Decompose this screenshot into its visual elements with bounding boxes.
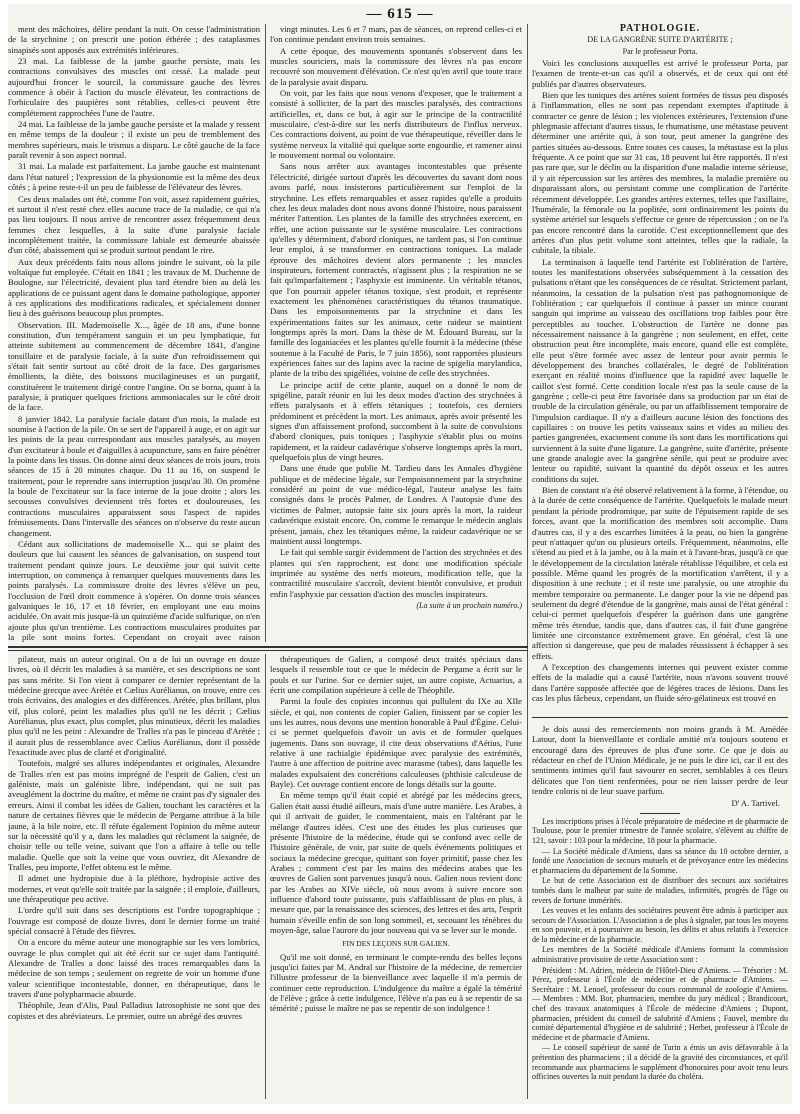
news-item: Le but de cette Association est de distribuer des secours aux sociétaires tombés dans le malheur par suite de maladies, infirmités, progrès de l'âge ou revers de fortune immérités. [532,876,788,905]
news-item: — La Société médicale d'Amiens, dans sa séance du 10 octobre dernier, a fondé une Association de secours mutuels et de prévoyance entre les médecins et pharmaciens du département de la Somme. [532,846,788,875]
paragraph: Il admet une hydropisie due à la pléthore, hydropisie active des modernes, et veut qu'elle soit traitée par la saignée ; il emploie, d'ailleurs, une thérapeutique peu active. [8,873,260,904]
page-number: — 615 — [366,6,434,22]
paragraph: Dans une étude que publie M. Tardieu dans les Annales d'hygiène publique et de médecine légale, sur l'empoisonnement par la strychnine considéré au point de vue médico-légal, l'auteur analyse les faits consignés dans le procès Palmer, de Londres. A l'autopsie d'une des victimes de Palmer, autopsie faite six jours après la mort, la raideur cadavérique existait encore. On, comme le remarque le médecin anglais présent, jamais, chez les tétaniques même, la raideur cadavérique ne se maintient aussi longtemps. [270,463,522,546]
paragraph: La terminaison à laquelle tend l'artérite est l'oblitération de l'artère, toutes les manifestations observées subséquemment à la cessation des pulsations n'étant que les conséquences de ce résultat. Strictement parlant, néanmoins, la cessation de la pulsation n'est pas pathognomonique de l'oblitération ; car quelquefois il continue à passer un mince courant sanguin qui imprime au vaisseau des oscillations trop faibles pour être perceptibles au toucher. L'obstruction de l'artère ne donne pas nécessairement naissance à la gangrène ; non seulement, en effet, cette obstruction peut être incomplète, mais encore, quand elle est complète, elle peut s'être formée avec assez de lenteur pour avoir permis le développement des branches collatérales, le degré de l'oblitération exerçant en réalité moins d'influence que la rapidité avec laquelle le caillot s'est formé. Cette condition locale n'est pas la seule cause de la gangrène ; celle-ci peut être favorisée dans sa production par un état de trouble de la circulation générale, ou par un affaiblissement temporaire de l'impulsion cardiaque. Il n'y a d'ailleurs aucune lésion des fonctions des capillaires : on trouve les petits vaisseaux sains et vides au milieu des parties gangrenées, exactement comme ils sont dans les mortifications qui surviennent à la suite d'une ligature. La gangrène, suite d'artérite, présente une grande analogie avec la gangrène sénile, qui peut se produire avec lenteur ou rapidité, suivant la quantité du dépôt osseux et les autres conditions du sujet. [532,256,788,484]
paragraph: Sans nous arrêter aux avantages incontestables que présente l'électricité, dirigée surtout d'après les découvertes du savant dont nous avons parlé, nous insisterons particulièrement sur l'emploi de la strychnine. Les effets remarquables et assez rapides qu'elle a produits chez les deux malades dont nous avons donné l'histoire, nous paraissent mériter l'attention. Les plantes de la famille des strychnées exercent, en effet, une action puissante sur le système musculaire. Les contractions qu'elles y déterminent, d'abord cloniques, ne tardent pas, si l'on continue leur emploi, à se transformer en contractions toniques. La malade éprouve des mâchoires devient alors permanente ; les muscles inspirateurs, fortement contractés, n'agissent plus ; la respiration ne se fait qu'imparfaitement ; l'asphyxie est imminente. Un véritable tétanos, que l'on pourrait appeler tétanos toxique, s'est produit, et représente exactement les phénomènes caractéristiques du tétanos traumatique. Dans les empoisonnements par la strychnine et dans les expérimentations faites sur les animaux, cette raideur se maintient longtemps après la mort. Dans la thèse de M. Édouard Bureau, sur la famille des loganiacées et les plantes qu'elle fournit à la médecine (thèse soutenue à la Faculté de Paris, le 7 juin 1856), sont rapportées plusieurs expériences faites sur des lapins avec la racine de spigelia marylandica, plante de la tribu des spigéliées, voisine de celle des strychnées. [270,161,522,379]
paragraph: A cette époque, des mouvements spontanés s'observent dans les muscles souriciers, mais la commissure des lèvres n'a pas encore recouvré son mouvement d'élévation. Ce n'est qu'en avril que toute trace de la paralysie avait disparu. [270,45,522,87]
news-item: Président : M. Adrien, médecin de l'Hôtel-Dieu d'Amiens. — Trésorier : M. Pérez, professeur à l'École de médecine et de pharmacie d'Amiens. — Secrétaire : M. Lenoel, professeur du cours communal de zoologie d'Amiens. — Membres : MM. Bor, pharmacien, membre du jury médical ; Brandicourt, chef des travaux anatomiques à l'École de médecine d'Amiens ; Dupont, pharmacien, président du conseil de salubrité d'Amiens ; Fauvel, membre du comité départemental d'hygiène et de salubrité ; Herbet, professeur à l'École de médecine et de pharmacie d'Amiens. [532,965,788,1042]
to-be-continued: (La suite à un prochain numéro.) [416,600,522,610]
paragraph: Le fait qui semble surgir évidemment de l'action des strychnées et des plantes qui s'en rapprochent, est donc une modification spéciale imprimée au système des nerfs moteurs, modification telle, que la contractilité musculaire s'accroît, devient bientôt convulsive, et produit enfin l'asphyxie par cessation d'action des muscles inspirateurs. [270,547,522,599]
column-divider [527,24,528,1099]
signature: D' A. Tartivel. [731,798,780,809]
paragraph: Bien de constant n'a été observé relativement à la forme, à l'étendue, ou à la durée de cette conséquence de l'artérite. Quelquefois le malade meurt pendant la période prodromique, par suite de l'épuisement rapide de ses forces, avant que la mortification des membres soit accomplie. Dans d'autres cas, il y a des escarrhes limitées à la peau, ou bien la gangrène peut n'attaquer qu'un ou plusieurs orteils. Fréquemment, néanmoins, elle s'étend au pied et à la jambe, ou à la main et à l'avant-bras, jusqu'à ce que le développement de la circulation latérale rétablisse l'équilibre, et cela est possible. Même quand les progrès de la mortification s'arrêtent, il y a disposition à une rechute ; et il reste une paralysie, ou une atrophie du membre temporaire ou permanente. Le danger pour la vie ne dépend pas seulement du degré d'étendue de la gangrène, mais aussi de l'état général : celui-ci permet quelquefois d'espérer la guérison dans une gangrène même très étendue, tandis que, dans d'autres cas, il fait d'une gangrène limitée une circonstance extrêmement grave. En général, c'est là une affection si dangereuse, que peu de malades réussissent à échapper à ses effets. [532,485,788,661]
paragraph: 8 janvier 1842. La paralysie faciale datant d'un mois, la malade est soumise à l'action de la pile. On se sert de l'appareil à auge, et on agit sur les points de la peau correspondant aux muscles paralysés, au moyen d'un excitateur à boule et d'aiguilles à acupuncture, sans en faire pénétrer la pointe dans les tissus. On donne ainsi deux séances de trois jours, trois séances de 15 à 20 minutes chaque. Du 11 au 16, on suspend le traitement, pour le reprendre sans interruption jusqu'au 30. On promène la boule de l'excitateur sur la face interne de la joue droite ; alors les secousses convulsives deviennent très fortes et douloureuses, les contractions musculaires apparaissent sous l'aspect de rapides frémissements. Dans l'intervalle des séances on n'observe du reste aucun changement. [8,413,260,538]
news-item: — Le conseil supérieur de santé de Turin a émis un avis défavorable à la prétention des pharmaciens ; il a décidé de la gravité des circonstances, et qu'il recommande aux pharmaciens le supplément d'honoraires pour avoir tenu leurs officines ouvertes la nuit pendant la durée du choléra. [532,1043,788,1082]
paragraph: Qu'il me soit donné, en terminant le compte-rendu des belles leçons jusqu'ici faites par M. Andral sur l'histoire de la médecine, de remercier l'illustre professeur de la bienveillance avec laquelle il m'a permis de continuer cette reproduction. L'indulgence du maître a égalé la témérité de l'élève ; grâce à cette indulgence, l'élève n'a pas eu à se repentir de sa témérité ; puisse le maître ne pas se repentir de son indulgence ! [270,951,522,1014]
section-rule [532,717,788,718]
column-1 [8,24,260,642]
column-5 [270,654,522,1104]
paragraph: pilateur, mais un auteur original. On a de lui un ouvrage en douze livres, où il décrit les maladies à sa manière, et ses descriptions ne sont pas sans mérite. Si l'on vient à comparer ce dernier représentant de la médecine grecque avec Arétée et Cælius Aurélianus, on trouve, entre ces trois écrivains, des analogies et des différences. Arétée, plus brillant, plus vif, plus coloré, peint les maladies plus qu'il ne les décrit ; Cælius Aurélianus, plus exact, plus complet, plus minutieux, décrit les maladies plus qu'il ne les peint : Alexandre de Tralles n'a pas le pinceau d'Arétée ; il aurait plus de ressemblance avec Cælius Aurélianus, dont il possède l'exactitude avec plus de clarté et d'originalité. [8,654,260,758]
paragraph: Voici les conclusions auxquelles est arrivé le professeur Porta, par l'examen de trente-et-un cas qu'il a observés, et de ceux qui ont été publiés par d'autres observateurs. [532,58,788,89]
paragraph: Bien que les tuniques des artères soient formées de tissus peu disposés à l'inflammation, elles ne sont pas cependant exemptes d'aptitude à contracter ce genre de lésion ; les violences extérieures, l'extension d'une phlegmasie affectant d'autres tissus, le rhumatisme, une métastase peuvent déterminer une artérite qui, à son tour, peut amener la gangrène des parties situées au-dessous. Entre toutes ces causes, la métastase est la plus fréquente. A ce point que sur 31 cas, 18 peuvent lui être rapportés. Il n'est pas rare que, sur le déclin ou la disparition d'une maladie interne sérieuse, il y ait répercussion sur les artères des membres, la maladie première ou disparaissant alors, ou persistant comme une complication de l'artérite récemment développée. Les grandes artères externes, telles que l'axillaire, l'humérale, la fémorale ou la poplitée, sont ordinairement les points du système artériel sur lesquels s'effectue ce genre de répercussion ; on ne l'a pas encore rencontré dans la carotide. C'est exceptionnellement que des artères d'un plus petit volume sont atteintes, telles que la radiale, la cubitale, la tibiale. [532,90,788,256]
paragraph: Aux deux précédents faits nous allons joindre le suivant, où la pile voltaïque fut employée. C'était en 1841 ; les travaux de M. Duchenne de Boulogne, sur l'électricité, devaient plus tard étendre bien au delà les applications de ce puissant agent dans le domaine pathologique, apporter à ces applications des modifications radicales, et spécialement donner lieu à des guérisons beaucoup plus promptes. [8,256,260,319]
feuilleton-rule [8,646,528,648]
column-6 [532,724,788,1104]
paragraph: Toutefois, malgré ses allures indépendantes et originales, Alexandre de Tralles n'en est pas moins imprégné de l'esprit de Galien, c'est un galéniste, mais un galéniste libre, indépendant, qui ne suit pas aveuglément la doctrine du maître, et même ne craint pas d'y signaler des erreurs. Ainsi il combat les idées de Galien, touchant les caractères et la nature de certaines fièvres que le médecin de Pergame attribue à la bile jaune, à la bile noire, etc. Il réfute également l'opinion du même auteur sur la nécessité qu'il y a, dans les maladies qui réclament la saignée, de choisir telle ou telle veine, suivant que l'on a affaire à telle ou telle maladie. Quelle que soit la veine que vous ouvriez, dit Alexandre de Tralles, peu importe, l'effet obtenu est le même. [8,758,260,872]
article-title: DE LA GANGRÈNE SUITE D'ARTÉRITE ; [587,35,733,45]
paragraph: thérapeutiques de Galien, a composé deux traités spéciaux dans lesquels il ressemble tout ce que le médecin de Pergame a écrit sur le pouls et sur l'urine. Sur ce dernier sujet, un autre copiste, Actuarius, a écrit une compilation supérieure à celle de Théophile. [270,654,522,696]
paragraph: Je dois aussi des remerciements non moins grands à M. Amédée Latour, dont la bienveillante et cordiale amitié m'a toujours soutenu et encouragé dans des épreuves de plus d'une sorte. Ce que je dois au rédacteur en chef de l'Union Médicale, je ne puis le dire ici, car il est des sentiments intimes qu'il faut savourer en secret, semblables à ces fleurs délicates que l'on tient renfermées, pour ne rien laisser perdre de leur tendre coloris ni de leur suave parfum. [532,724,788,797]
column-2 [270,24,522,642]
column-4 [8,654,260,1104]
news-item: Les veuves et les enfants des sociétaires peuvent être admis à participer aux secours de l'Association. L'Association a de plus à signaler, par tous les moyens en son pouvoir, et à poursuivre au besoin, les délits et abus relatifs à l'exercice de la médecine et de la pharmacie. [532,906,788,944]
article-author: Par le professeur Porta. [622,46,698,56]
section-title: PATHOLOGIE. [619,24,701,34]
news-item: Les membres de la Société médicale d'Amiens formant la commission administrative provisoire de cette Association sont : [532,945,788,965]
paragraph: On voit, par les faits que nous venons d'exposer, que le traitement a consisté à solliciter, de la part des muscles paralysés, des contractions artificielles, et, dans ce but, à agir sur le principe de la contractilité musculaire, c'est-à-dire sur les nerfs distributeurs de l'influx nerveux. Ces contractions doivent, au point de vue thérapeutique, réveiller dans le système nerveux la vitalité qui quelque sorte engourdie, et ramener ainsi le mouvement normal ou volontaire. [270,88,522,161]
paragraph: Ces deux malades ont été, comme l'on voit, assez rapidement guéries, et surtout il n'est resté chez elles aucune trace de la maladie, ce qui n'a pas lieu toujours. Il nous arrive de rencontrer assez fréquemment deux femmes chez lesquelles, à la suite d'une paralysie faciale incomplétement traitée, la commissure labiale est demeurée abaissée d'un côté, abaissement qui se produit surtout pendant le rire. [8,193,260,256]
paragraph: Le principe actif de cette plante, auquel on a donné le nom de spigéline, paraît réunir en lui les deux modes d'action des strychnées à effets paralysants et à effets tétaniques ; toutefois, ces derniers prédominent et précèdent la mort. Les animaux, après avoir présenté les signes d'un affaissement profond, succombent à la suite de convulsions d'abord cloniques, puis toniques ; l'asphyxie s'établit plus ou moins rapidement, et la raideur cadavérique s'observe longtemps après la mort, quelquefois plus de vingt heures. [270,379,522,463]
paragraph: 23 mai. La faiblesse de la jambe gauche persiste, mais les contractions convulsives des muscles ont cessé. La malade peut aujourd'hui froncer le sourcil, la commissure gauche des lèvres commence à obéir à l'action du muscle élévateur, les contractions de l'orbiculaire des paupières sont rétablies, celles-ci peuvent être complétement rapprochées l'une de l'autre. [8,56,260,118]
feuilleton-rule [8,650,528,651]
paragraph: Théophile, Jean d'Alis, Paul Palladius Iatrosophiste ne sont que des copistes et des abréviateurs. Le premier, outre un abrégé des œuvres [8,1000,260,1021]
paragraph: On a encore du même auteur une monographie sur les vers lombrics, ouvrage le plus complet qui ait été écrit sur ce sujet dans l'antiquité. Alexandre de Tralles a donc laissé des traces remarquables dans la médecine de son temps ; seulement on regrette de voir un homme d'une valeur scientifique incontestable, donner, en thérapeutique, dans le travers d'une polypharmacie absurde. [8,937,260,999]
paragraph: Parmi la foule des copistes inconnus qui pullulent du IXe au XIIe siècle, et qui, non contents de copier Galien, finissent par se copier les uns les autres, nous devons une mention honorable à Paul d'Égine. Celui-ci se permet quelquefois d'avoir un avis et de formuler quelques jugements. Dans son ouvrage, il cite deux observations d'Aétius, l'une relative à une rachialgie épidémique avec paralysie des extrémités, l'autre à une affection de poitrine avec marasme (tabes), dans laquelle les malades expulsaient des concrétions calculeuses (phthisie calculeuse de Bayle). Cet ouvrage contient encore de longs détails sur la goutte. [270,696,522,790]
paragraph: En même temps qu'il était copié et abrégé par les médecins grecs, Galien était aussi étudié ailleurs, mais d'une autre manière. Les Arabes, à qui il arrivait de guider, le commentaient, mais en l'altérant par le mélange d'autres idées. C'est une des études les plus curieuses que présente l'histoire de la médecine, étude qui se confond avec celle de l'histoire générale, de voir, par suite de quels événements politiques et sociaux la médecine grecque, quittant son foyer primitif, passe chez les Arabes ; comment c'est par les mains des médecins arabes que les œuvres de Galien sont parvenues jusqu'à nous. Galien nous revient donc par les Arabes au XIVe siècle, où nous avons à suivre encore son influence d'abord toute puissante, puis s'affaiblissant de plus en plus, à mesure que, par la renaissance des sciences, des lettres et des arts, l'esprit humain s'éveille enfin de son long sommeil, et, secouant les ténèbres du moyen-âge, salue l'aurore du jour nouveau qui va se lever sur le monde. [270,790,522,935]
paragraph: ment des mâchoires, délire pendant la nuit. On cesse l'administration de la strychnine ; on prescrit une potion éthérée ; des cataplasmes sinapisés sont apposés aux extrémités inférieures. [8,24,260,55]
paragraph: 24 mai. La faiblesse de la jambe gauche persiste et la malade y ressent en même temps de la douleur ; il existe un peu de tremblement des membres supérieurs, mais le trismus a disparu. Le côté gauche de la face paraît revenir à son aspect normal. [8,119,260,161]
section-heading: FIN DES LEÇONS SUR GALIEN. [342,939,450,949]
paragraph: Cédant aux sollicitations de mademoiselle X... qui se plaint des douleurs que lui causent les séances de galvanisation, on suspend tout traitement pendant quinze jours. Le deuxième jour qui suivit cette interruption, on commença à remarquer quelques mouvements dans les points paralysés. La commissure droite des lèvres s'élève un peu, l'occlusion de l'œil droit commence à s'opérer. On donne trois séances galvaniques le 16, 17 et 18 février, en employant une eau moins acidulée. On avait mis jusque-là un quinzième d'acide sulfurique, on n'en ajoute plus qu'un trentième. Les contractions musculaires produites par la pile sont moins fortes. Cependant on croyait avec raison [8,538,260,642]
news-items [532,817,788,1082]
paragraph: A l'exception des changements internes qui peuvent exister comme effets de la maladie qui a causé l'artérite, nous n'avons souvent trouvé dans l'artère supposée affectée que de légères traces de lésions. Dans les cas les plus fâcheux, cependant, un fluide séro-gélatineux est trouvé en [532,661,788,703]
news-item: Les inscriptions prises à l'école préparatoire de médecine et de pharmacie de Toulouse, pour le premier trimestre de l'année scolaire, s'élèvent au chiffre de 121, savoir : 103 pour la médecine, 18 pour la pharmacie. [532,816,788,845]
newspaper-page [8,4,792,1104]
paragraph: L'ordre qu'il suit dans ses descriptions est l'ordre topographique ; l'ouvrage est composé de douze livres, dont le dernier forme un traité spécial consacré à l'étude des fièvres. [8,905,260,936]
column-divider [265,24,266,642]
column-3 [532,24,788,712]
paragraph: vingt minutes. Les 6 et 7 mars, pas de séances, on reprend celles-ci et l'on continue pendant environ trois semaines. [270,24,522,45]
column-divider [265,654,266,1099]
paragraph: 31 mai. La malade est parfaitement. La jambe gauche est maintenant dans l'état naturel ; l'expression de la physionomie est la même des deux côtés ; à peine reste-t-il un peu de faiblesse de l'élévateur des lèvres. [8,161,260,193]
divider [640,813,680,814]
paragraph: Observation. III. Mademoiselle X..., âgée de 18 ans, d'une bonne constitution, d'un tempérament sanguin et un peu lymphatique, fut atteinte subitement au commencement de décembre 1841, d'angine tonsillaire et de paralysie faciale, à la suite d'un refroidissement qui s'était fait sentir surtout au côté droit de la face. Des gargarismes émollients, la diète, des boissons mucilagineuses et un purgatif, constituèrent le traitement dirigé contre l'angine. On se borna, quant à la paralysie, à pratiquer quelques frictions ammoniacales sur le côté droit de la face. [8,319,260,413]
